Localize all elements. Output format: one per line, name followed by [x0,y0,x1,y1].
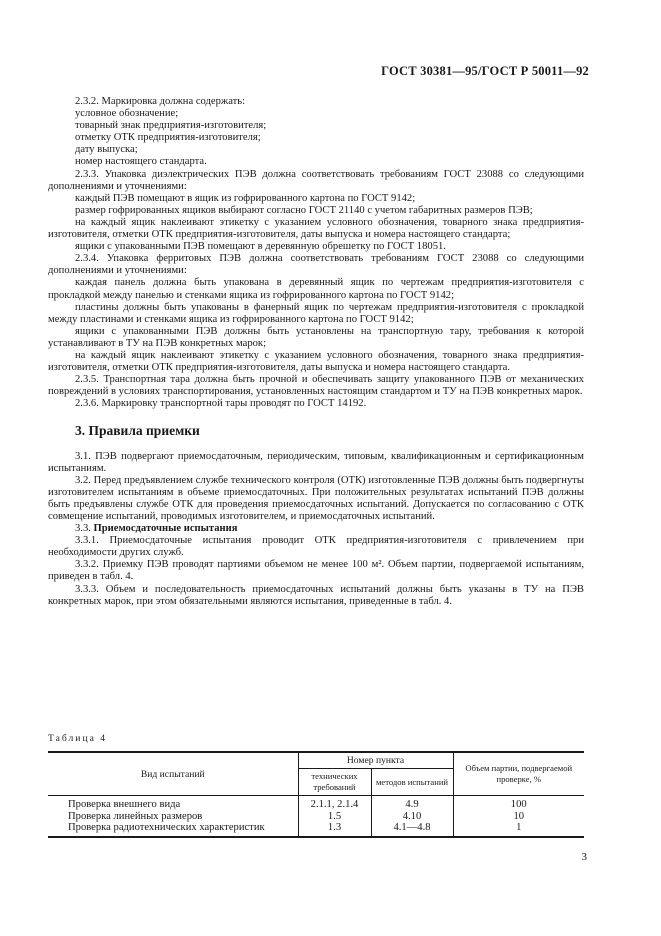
cell-requirement: 2.1.1, 2.1.4 [298,796,371,811]
cell-method: 4.9 [371,796,453,811]
table-row [48,811,584,823]
paragraph: 2.3.2. Маркировка должна содержать: [75,96,246,107]
paragraph: 2.3.3. Упаковка диэлектрических ПЭВ должна соответствовать требованиям ГОСТ 23088 со следующими дополнениями и уточнениями: [48,168,584,192]
paragraph: номер настоящего стандарта. [75,156,207,168]
cell-test-name: Проверка линейных размеров [48,811,298,823]
paragraph: каждая панель должна быть упакована в деревянный ящик по чертежам предприятия-изготовителя с прокладкой между панелью и стенками ящика из гофрированного картона по ГОСТ 9142; [48,277,584,301]
header-test-type: Вид испытаний [48,752,298,796]
paragraph: 3.3.1. Приемосдаточные испытания проводит ОТК предприятия-изготовителя с привлечением при необходимости других служб. [48,535,584,559]
cell-method: 4.10 [371,811,453,823]
acceptance-general-clauses [48,451,584,524]
cell-test-name: Проверка радиотехнических характеристик [48,822,298,837]
section-title: 3. Правила приемки [75,423,200,439]
acceptance-test-clauses [48,535,584,608]
table-row [48,796,584,811]
paragraph: 3.1. ПЭВ подвергают приемосдаточным, периодическим, типовым, квалификационным и сертификационным испытаниям. [48,450,584,474]
subsection-heading [48,523,584,535]
packaging-clauses [48,96,584,410]
table-row [48,822,584,837]
paragraph: 2.3.4. Упаковка ферритовых ПЭВ должна соответствовать требованиям ГОСТ 23088 со следующими дополнениями и уточнениями: [48,253,584,277]
header-methods: методов испытаний [371,769,453,796]
header-volume: Объем партии, подвергаемой проверке, % [453,752,584,796]
header-requirements: технических требований [298,769,371,796]
paragraph: размер гофрированных ящиков выбирают согласно ГОСТ 21140 с учетом габаритных размеров ПЭВ; [75,204,533,216]
paragraph: 2.3.5. Транспортная тара должна быть прочной и обеспечивать защиту упакованного ПЭВ от механических повреждений в условиях транспортирования, установленных настоящим стандартом и ТУ на ПЭВ конкретных марок. [48,374,584,398]
header-clause-number: Номер пункта [298,752,453,769]
paragraph: отметку ОТК предприятия-изготовителя; [75,132,261,144]
table-label: Таблица 4 [48,733,108,744]
paragraph: на каждый ящик наклеивают этикетку с указанием условного обозначения, товарного знака предприятия-изготовителя, отметки ОТК предприятия-изготовителя, даты выпуска и номера настоящего стандарта. [48,349,584,374]
cell-volume: 100 [453,796,584,811]
cell-volume: 10 [453,811,584,823]
paragraph: условное обозначение; [75,108,179,120]
paragraph: ящики с упакованными ПЭВ помещают в деревянную обрешетку по ГОСТ 18051. [75,241,446,253]
paragraph: пластины должны быть упакованы в фанерный ящик по чертежам предприятия-изготовителя с прокладкой между пластинами и стенками ящика из гофрированного картона по ГОСТ 9142; [48,301,584,325]
cell-method: 4.1—4.8 [371,822,453,837]
paragraph: на каждый ящик наклеивают этикетку с указанием условного обозначения, товарного знака предприятия-изготовителя, отметки ОТК предприятия-изготовителя, даты выпуска и номера настоящего стандарта; [48,216,584,241]
paragraph: 2.3.6. Маркировку транспортной тары проводят по ГОСТ 14192. [75,398,367,410]
page-number: 3 [581,851,587,863]
document-body [48,96,584,608]
paragraph: ящики с упакованными ПЭВ должны быть установлены на транспортную тару, требования к которой устанавливают в ТУ на ПЭВ конкретных марок; [48,325,584,349]
paragraph: товарный знак предприятия-изготовителя; [75,120,267,132]
paragraph: дату выпуска; [75,144,138,156]
cell-requirement: 1.5 [298,811,371,823]
page-header: ГОСТ 30381—95/ГОСТ Р 50011—92 [381,64,589,78]
paragraph: 3.2. Перед предъявлением службе технического контроля (ОТК) изготовленные ПЭВ должны быть подвергнуты изготовителем испытаниям в объеме приемосдаточных. При положительных результатах испытаний ПЭВ должны быть предъявлены службе ОТК для проведения приемосдаточных испытаний. Допускается по согласованию с ОТК совмещение испытаний, проводимых изготовителем, и приемосдаточных испытаний. [48,474,584,522]
table-body [48,796,584,837]
paragraph: каждый ПЭВ помещают в ящик из гофрированного картона по ГОСТ 9142; [75,192,416,204]
cell-volume: 1 [453,822,584,837]
subsection-number: 3.3. [75,523,91,535]
paragraph: 3.3.3. Объем и последовательность приемосдаточных испытаний должны быть указаны в ТУ на ПЭВ конкретных марок, при этом обязательными являются испытания, приведенные в табл. 4. [48,583,584,607]
paragraph: 3.3.2. Приемку ПЭВ проводят партиями объемом не менее 100 м². Объем партии, подвергаемой испытаниям, приведен в табл. 4. [48,559,584,583]
cell-requirement: 1.3 [298,822,371,837]
cell-test-name: Проверка внешнего вида [48,796,298,811]
subsection-title: Приемосдаточные испытания [93,523,238,535]
table-4 [48,751,584,838]
